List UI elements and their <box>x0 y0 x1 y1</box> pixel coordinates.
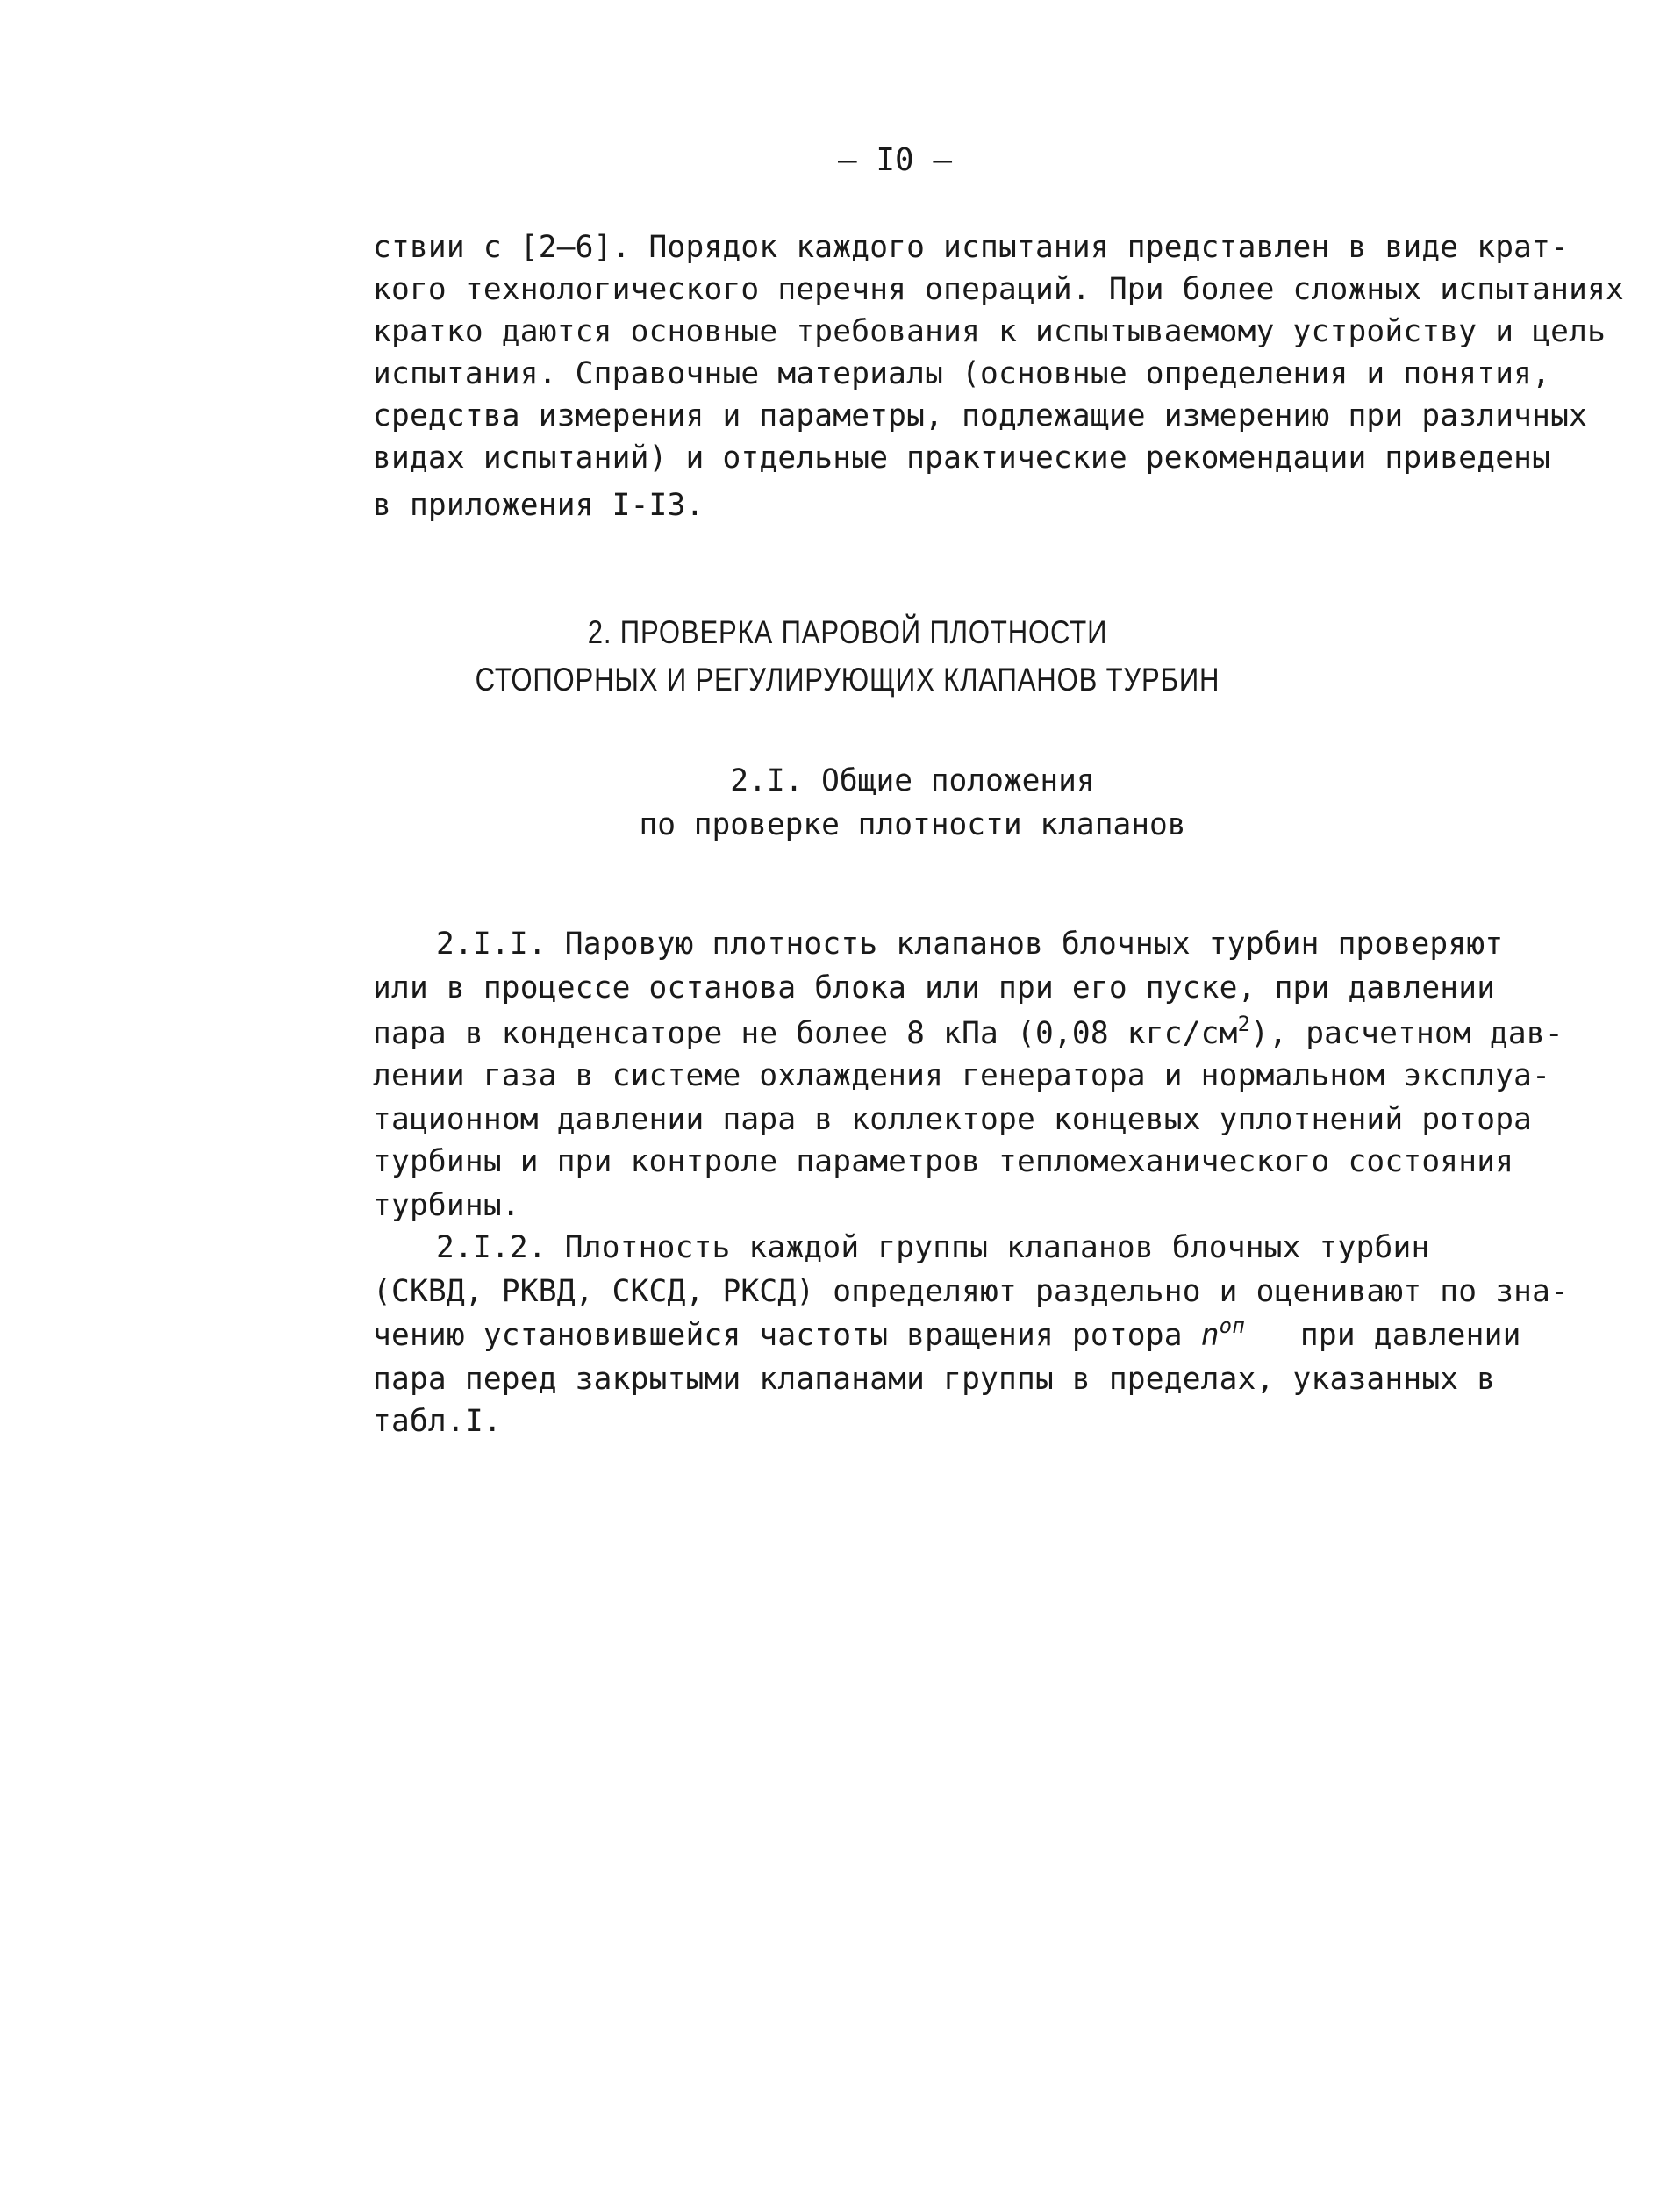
paragraph-line: турбины и при контроле параметров тепломеханического состояния <box>373 1144 1514 1179</box>
paragraph-line: (СКВД, РКВД, СКСД, РКСД) определяют раздельно и оценивают по зна- <box>373 1274 1570 1309</box>
superscript: оп <box>1219 1314 1245 1338</box>
intro-line: видах испытаний) и отдельные практические рекомендации приведены <box>373 440 1551 476</box>
intro-line: кратко даются основные требования к испытываемому устройству и цель <box>373 314 1606 349</box>
subsection-title-line1: 2.I. Общие положения <box>730 763 1095 798</box>
text-fragment: ), расчетном дав- <box>1250 1016 1563 1051</box>
paragraph-line: пара перед закрытыми клапанами группы в пределах, указанных в <box>373 1362 1496 1397</box>
text-fragment: пара в конденсаторе не более 8 кПа (0,08 кгс/см <box>373 1016 1238 1051</box>
paragraph-line-with-superscript <box>373 1012 1563 1051</box>
intro-line: ствии с [2–6]. Порядок каждого испытания представлен в виде крат- <box>373 230 1570 265</box>
section-title-line2: СТОПОРНЫХ И РЕГУЛИРУЮЩИХ КЛАПАНОВ ТУРБИН <box>475 662 1220 698</box>
paragraph-line: или в процессе останова блока или при его пуске, при давлении <box>373 970 1496 1006</box>
paragraph-line-with-symbol <box>373 1314 1521 1353</box>
intro-line: в приложения I-I3. <box>373 488 705 523</box>
intro-line: кого технологического перечня операций. При более сложных испытаниях <box>373 272 1625 307</box>
paragraph-line: табл.I. <box>373 1404 502 1439</box>
paragraph-line: тационном давлении пара в коллекторе концевых уплотнений ротора <box>373 1102 1533 1137</box>
text-fragment: при давлении <box>1244 1318 1521 1353</box>
subsection-title-line2: по проверке плотности клапанов <box>639 807 1186 842</box>
section-title-line1: 2. ПРОВЕРКА ПАРОВОЙ ПЛОТНОСТИ <box>587 614 1108 650</box>
symbol-n: n <box>1200 1318 1220 1353</box>
intro-line: средства измерения и параметры, подлежащие измерению при различных <box>373 398 1588 433</box>
paragraph-line: турбины. <box>373 1188 520 1223</box>
paragraph-line: лении газа в системе охлаждения генератора и нормальном эксплуа- <box>373 1058 1551 1093</box>
superscript: 2 <box>1237 1012 1251 1036</box>
text-fragment: чению установившейся частоты вращения ротора <box>373 1318 1201 1353</box>
intro-line: испытания. Справочные материалы (основные определения и понятия, <box>373 356 1551 391</box>
page-number: – I0 – <box>837 142 953 178</box>
paragraph-line: 2.I.I. Паровую плотность клапанов блочных турбин проверяют <box>436 927 1504 962</box>
paragraph-line: 2.I.2. Плотность каждой группы клапанов блочных турбин <box>436 1230 1430 1265</box>
